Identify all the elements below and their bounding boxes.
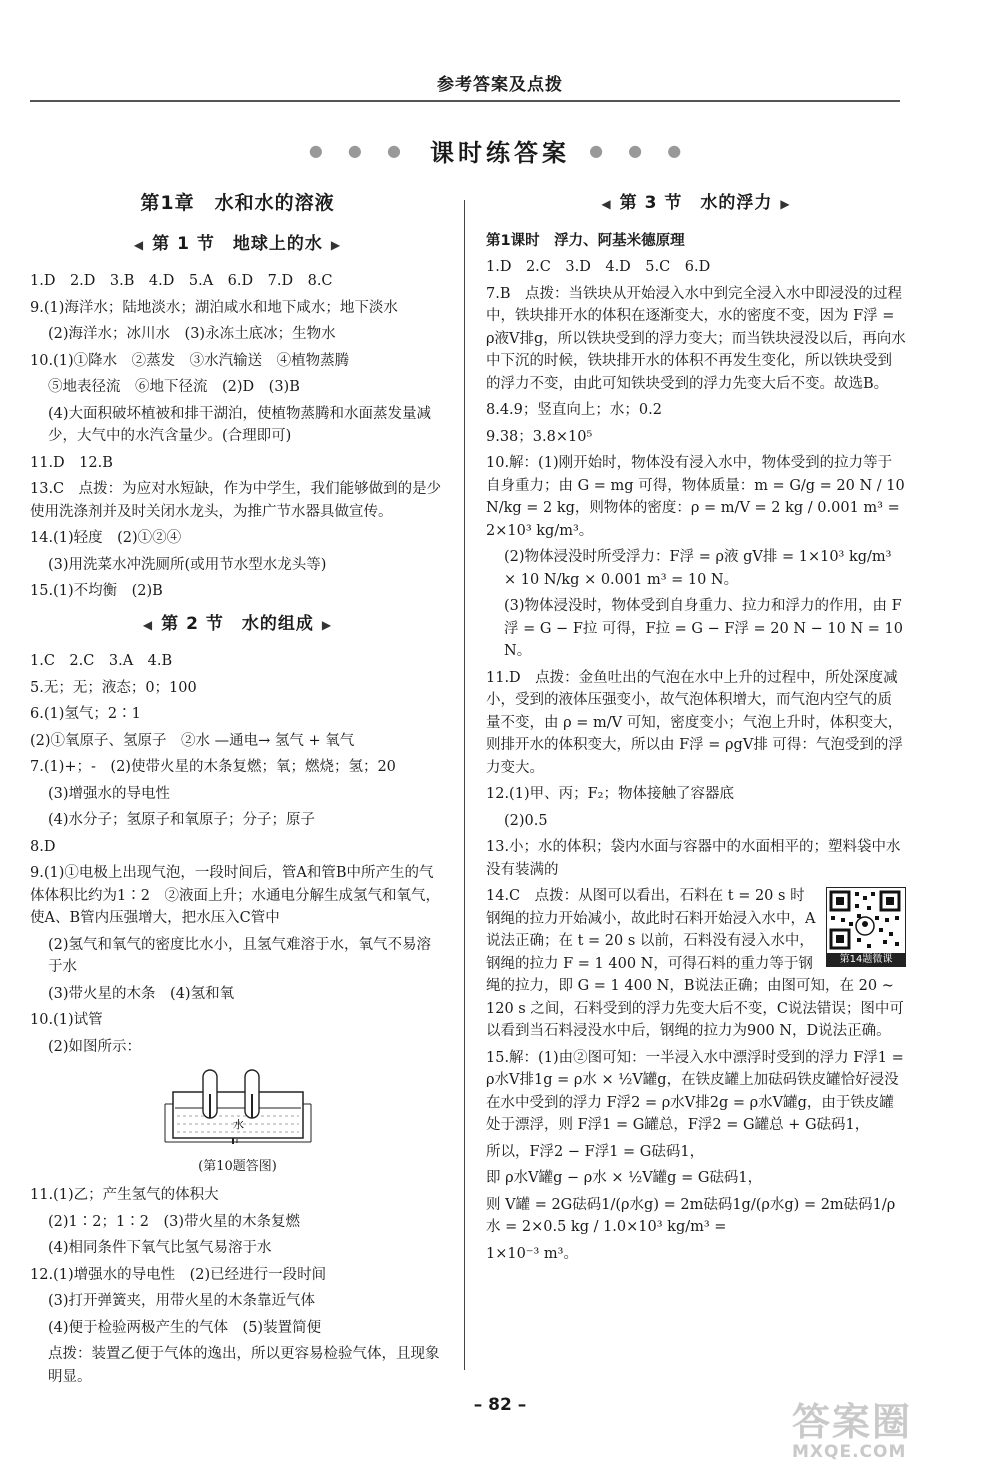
section-2-title: 第 2 节 水的组成 [161,613,314,634]
answer-line: 15.解：(1)由②图可知：一半浸入水中漂浮时受到的浮力 F浮1 = ρ水V排1g = ρ水 × ½V罐g，在铁皮罐上加砝码铁皮罐恰好浸没在水中受到的浮力 F浮2 = ρ水V排2g = ρ水V罐g，由于铁皮罐处于漂浮，则 F浮1 = G罐总，F浮2 = G罐总 + G砝码1， [486,1049,904,1133]
answer-line: 1.D 2.C 3.D 4.D 5.C 6.D [486,259,711,275]
answer-line: 则 V罐 = 2G砝码1/(ρ水g) = 2m砝码1g/(ρ水g) = 2m砝码1/ρ水 = 2×0.5 kg / 1.0×10³ kg/m³ = [486,1196,896,1235]
answer-line: (4)水分子；氢原子和氧原子；分子；原子 [48,812,316,828]
left-column [30,190,445,1392]
answer-line: 9.(1)海洋水；陆地淡水；湖泊咸水和地下咸水；地下淡水 [30,299,398,316]
answer-line: ⑤地表径流 ⑥地下径流 (2)D (3)B [48,379,300,395]
answer-line: 11.D 点拨：金鱼吐出的气泡在水中上升的过程中，所处深度减小，受到的液体压强变小，故气泡体积增大，而气泡内空气的质量不变，由 ρ = m/V 可知，密度变小；气泡上升时，体积变大，则排开水的体积变大，所以由 F浮 = ρgV排 可得：气泡受到的浮力变大。 [486,669,903,776]
answer-line: 8.D [30,838,56,855]
answer-line: (3)增强水的导电性 [48,785,171,802]
decorative-dots-right: ● ● ● [589,141,692,160]
answer-line: 1×10⁻³ m³。 [486,1245,578,1262]
banner-title: 课时练答案 [430,139,570,167]
answer-line: (2)1∶2；1∶2 (3)带火星的木条复燃 [48,1213,300,1230]
watermark-url: MXQE.COM [792,1442,907,1462]
answer-line: 15.(1)不均衡 (2)B [30,583,163,599]
answer-line: 9.38；3.8×10⁵ [486,428,593,445]
electrolysis-apparatus-diagram [163,1064,313,1144]
answer-line: (3)打开弹簧夹，用带火星的木条靠近气体 [48,1293,316,1309]
lesson-subtitle: 第1课时 浮力、阿基米德原理 [486,232,685,249]
answer-line: 7.(1)+；- (2)使带火星的木条复燃；氧；燃烧；氢；20 [30,759,396,775]
watermark-text: 答案圈 [792,1400,913,1444]
answer-line: (4)相同条件下氧气比氢气易溶于水 [48,1240,272,1256]
column-divider [464,200,465,1370]
answer-line: 12.(1)增强水的导电性 (2)已经进行一段时间 [30,1266,327,1283]
watermark-logo [792,1402,982,1464]
answer-line: (3)带火星的木条 (4)氢和氧 [48,985,235,1002]
answer-line: 9.(1)①电极上出现气泡，一段时间后，管A和管B中所产生的气体体积比约为1∶2 ②液面上升；水通电分解生成氢气和氧气，使A、B管内压强增大，把水压入C管中 [30,865,440,926]
header-rule [30,100,900,102]
section-heading-2 [30,613,445,637]
triangle-right-icon: ▶ [330,237,342,252]
triangle-left-icon: ◀ [601,197,612,211]
answer-line: 10.(1)①降水 ②蒸发 ③水汽输送 ④植物蒸腾 [30,352,350,369]
section-3-title: 第 3 节 水的浮力 [619,193,773,213]
right-column [486,190,906,1269]
page-number: – 82 – [473,1395,527,1415]
page-header: 参考答案及点拨 [437,75,563,95]
answer-line: 1.D 2.D 3.B 4.D 5.A 6.D 7.D 8.C [30,273,333,289]
section-heading-3 [486,192,906,216]
answer-line: 7.B 点拨：当铁块从开始浸入水中到完全浸入水中即浸没的过程中，铁块排开水的体积在逐渐变大，水的密度不变，因为 F浮 = ρ液V排g，所以铁块受到的浮力变大；而当铁块浸没以后，再向水中下沉的时候，铁块排开水的体积不再发生变化，所以铁块受到的浮力不变，由此可知铁块受到的浮力先变大后不变。故选B。 [486,285,906,392]
answer-line-14 [486,885,906,1043]
triangle-right-icon: ▶ [321,617,333,632]
answer-line: (3)物体浸没时，物体受到自身重力、拉力和浮力的作用，由 F浮 = G − F拉 可得，F拉 = G − F浮 = 20 N − 10 N = 10 N。 [504,598,903,659]
answer-line: (2)0.5 [504,812,548,829]
answer-line: 12.(1)甲、丙；F₂；物体接触了容器底 [486,786,734,802]
triangle-left-icon: ◀ [142,617,154,632]
answer-line: 13.小；水的体积；袋内水面与容器中的水面相平的；塑料袋中水没有装满的 [486,839,901,878]
answer-line: 所以，F浮2 − F浮1 = G砝码1， [486,1143,705,1160]
answer-line: 13.C 点拨：为应对水短缺，作为中学生，我们能够做到的是少使用洗涤剂并及时关闭水龙头，为推广节水器具做宣传。 [30,481,442,520]
answer-line: 5.无；无；液态；0；100 [30,679,197,696]
answer-line: 14.(1)轻度 (2)①②④ [30,530,182,546]
answer-line: 1.C 2.C 3.A 4.B [30,653,173,669]
decorative-dots-left: ● ● ● [308,141,411,160]
answer-line: 6.(1)氢气；2∶1 [30,706,141,722]
section-heading-1 [30,233,445,257]
electrolysis-figure [30,1064,445,1152]
answer-line: (4)大面积破坏植被和排干湖泊，使植物蒸腾和水面蒸发量减少，大气中的水汽含量少。(合理即可) [48,405,432,444]
figure-caption: (第10题答图) [198,1158,277,1174]
triangle-left-icon: ◀ [133,237,145,252]
answer-line: (3)用洗菜水冲洗厕所(或用节水型水龙头等) [48,556,327,573]
section-banner [0,133,1000,168]
answer-line: 10.解：(1)刚开始时，物体没有浸入水中，物体受到的拉力等于自身重力；由 G = mg 可得，物体质量：m = G/g = 20 N / 10 N/kg = 2 kg，则物体的密度：ρ = m/V = 2 kg / 0.001 m³ = 2×10³ kg/m³。 [486,455,905,539]
chapter-title: 第1章 水和水的溶液 [140,192,335,214]
answer-line: 即 ρ水V罐g − ρ水 × ½V罐g = G砝码1， [486,1170,763,1186]
answer-line: (2)如图所示： [48,1038,142,1055]
qr-caption: 第14题微课 [827,953,905,967]
figure-label: 水 [232,1118,244,1131]
answer-line: 点拨：装置乙便于气体的逸出，所以更容易检验气体，且现象明显。 [48,1346,440,1385]
answer-line: 11.(1)乙；产生氢气的体积大 [30,1187,219,1203]
answer-line: (2)氢气和氧气的密度比水小，且氢气难溶于水，氧气不易溶于水 [48,936,432,975]
answer-line: 11.D 12.B [30,454,113,471]
answer-line: (2)①氧原子、氢原子 ②水 —通电→ 氢气 + 氧气 [30,732,355,749]
qr-code-icon [827,888,903,952]
triangle-right-icon: ▶ [780,197,791,211]
answer-14-text: 14.C 点拨：从图可以看出，石料在 t = 20 s 时钢绳的拉力开始减小，故此时石料开始浸入水中，A说法正确；在 t = 20 s 以前，石料没有浸入水中，钢绳的拉力 F = 1 400 N，可得石料的重力等于钢绳的拉力，即 G = 1 400 N，B说法正确；由图可知，在 20 ~ 120 s 之间，石料受到的浮力先变大后不变，C说法错误；图中可以看到当石料浸没水中后，钢绳的拉力为900 N，D说法正确。 [486,888,904,1039]
answer-line: (2)海洋水；冰川水 (3)永冻土底冰；生物水 [48,326,336,342]
section-1-title: 第 1 节 地球上的水 [152,233,323,254]
qr-code-image[interactable] [826,887,906,967]
answer-line: 8.4.9；竖直向上；水；0.2 [486,402,662,418]
answer-line: 10.(1)试管 [30,1012,103,1028]
answer-line: (4)便于检验两极产生的气体 (5)装置简便 [48,1319,322,1336]
answer-line: (2)物体浸没时所受浮力：F浮 = ρ液 gV排 = 1×10³ kg/m³ × 10 N/kg × 0.001 m³ = 10 N。 [504,549,892,588]
